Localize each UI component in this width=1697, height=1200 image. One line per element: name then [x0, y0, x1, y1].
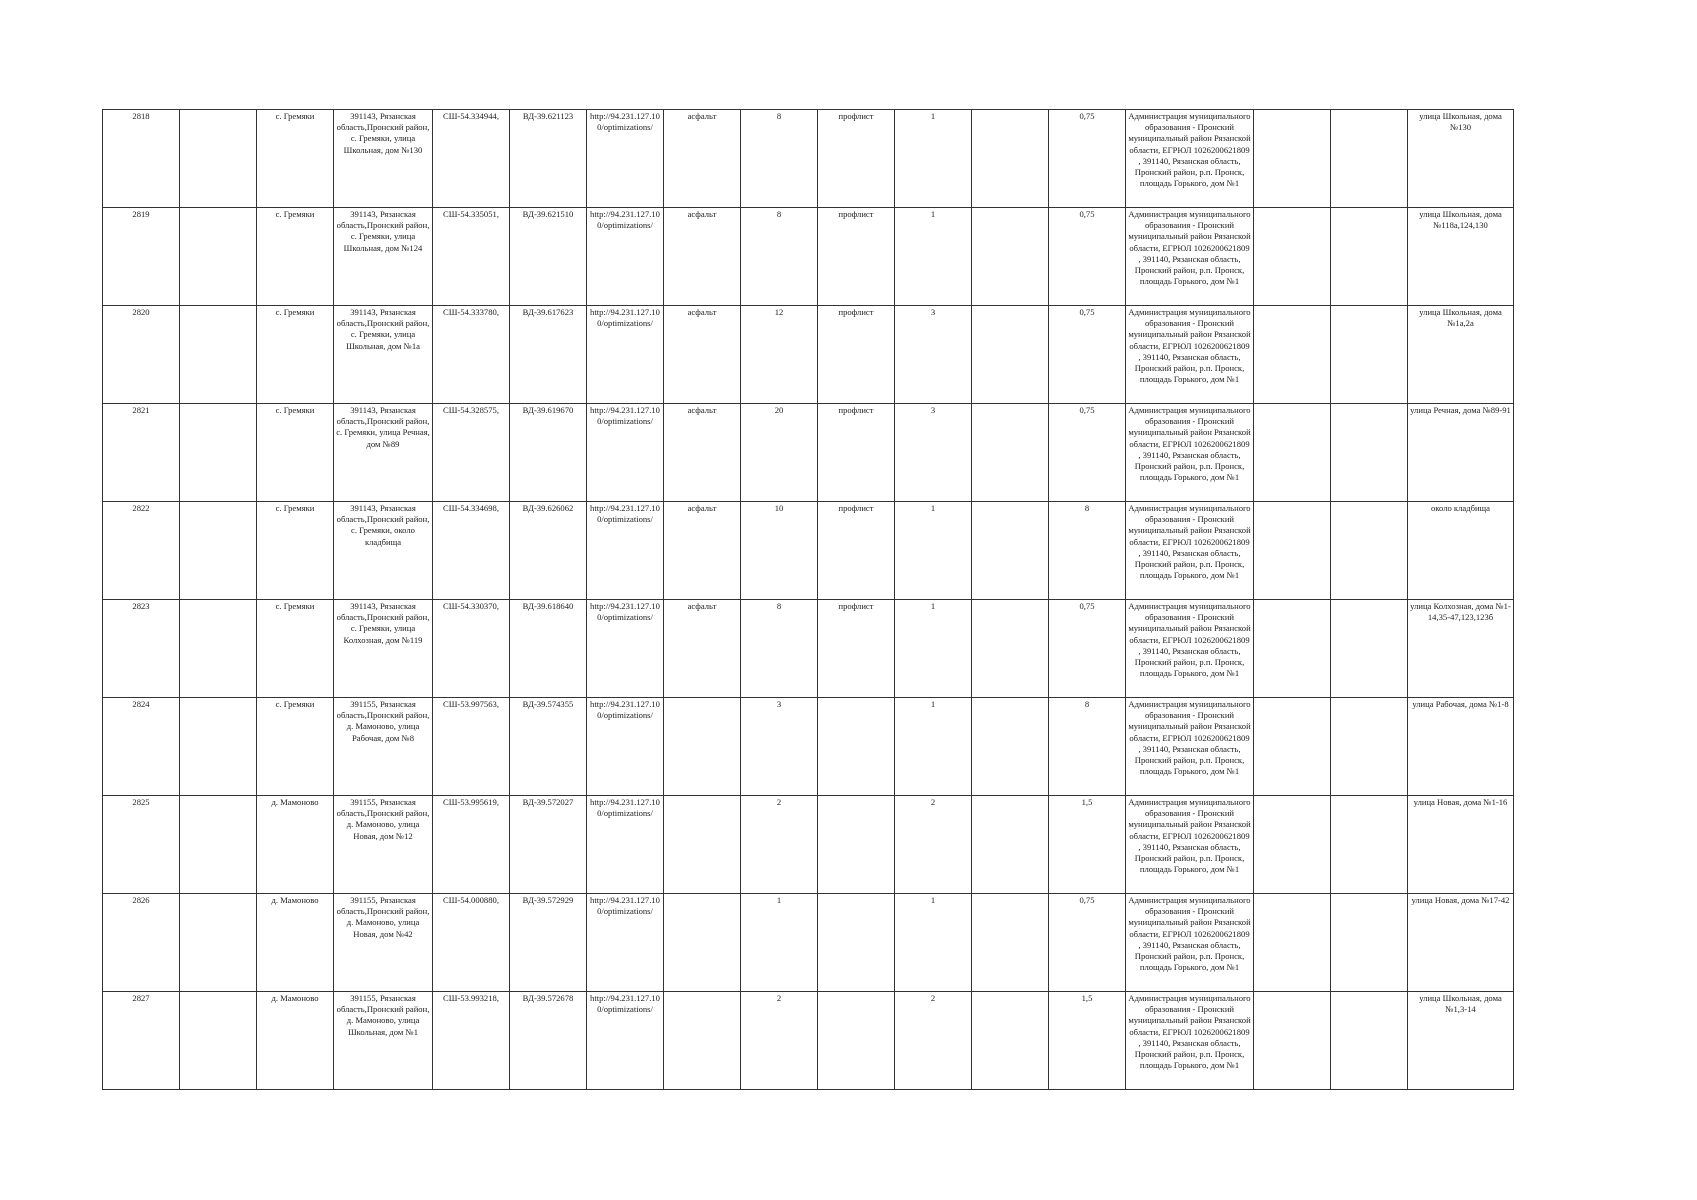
table-row — [103, 208, 1514, 306]
settlement-cell: с. Гремяки — [257, 502, 334, 600]
latitude-cell: СШ-54.328575, — [433, 404, 510, 502]
area-cell: 10 — [741, 502, 818, 600]
fence-cell — [818, 992, 895, 1090]
registry-table-body — [103, 110, 1514, 1090]
latitude-cell: СШ-54.334944, — [433, 110, 510, 208]
container-volume-cell: 0,75 — [1049, 306, 1126, 404]
empty-cell — [180, 698, 257, 796]
empty-cell — [180, 306, 257, 404]
area-cell: 8 — [741, 600, 818, 698]
empty-cell — [180, 600, 257, 698]
map-link-cell: http://94.231.127.10 0/optimizations/ — [587, 698, 664, 796]
area-cell: 1 — [741, 894, 818, 992]
container-count-cell: 2 — [895, 992, 972, 1090]
empty-cell — [180, 208, 257, 306]
container-volume-cell: 1,5 — [1049, 992, 1126, 1090]
map-link-cell: http://94.231.127.10 0/optimizations/ — [587, 600, 664, 698]
address-cell: 391143, Рязанская область,Пронский район, с. Гремяки, улица Школьная, дом №124 — [334, 208, 433, 306]
container-count-cell: 3 — [895, 404, 972, 502]
table-row — [103, 796, 1514, 894]
settlement-cell: с. Гремяки — [257, 404, 334, 502]
longitude-cell: ВД-39.572929 — [510, 894, 587, 992]
waste-sources-cell: улица Школьная, дома №1а,2а — [1408, 306, 1514, 404]
address-cell: 391155, Рязанская область,Пронский район, д. Мамоново, улица Школьная, дом №1 — [334, 992, 433, 1090]
address-cell: 391143, Рязанская область,Пронский район, с. Гремяки, улица Речная, дом №89 — [334, 404, 433, 502]
registry-table — [102, 109, 1514, 1090]
map-link-cell: http://94.231.127.10 0/optimizations/ — [587, 306, 664, 404]
empty-cell — [1254, 306, 1331, 404]
surface-cell: асфальт — [664, 110, 741, 208]
row-number-cell: 2821 — [103, 404, 180, 502]
area-cell: 12 — [741, 306, 818, 404]
container-volume-cell: 0,75 — [1049, 404, 1126, 502]
fence-cell: профлист — [818, 404, 895, 502]
empty-cell — [1254, 698, 1331, 796]
waste-sources-cell: около кладбища — [1408, 502, 1514, 600]
table-row — [103, 992, 1514, 1090]
longitude-cell: ВД-39.572678 — [510, 992, 587, 1090]
row-number-cell: 2823 — [103, 600, 180, 698]
container-volume-cell: 8 — [1049, 698, 1126, 796]
row-number-cell: 2822 — [103, 502, 180, 600]
empty-cell — [972, 992, 1049, 1090]
empty-cell — [1331, 600, 1408, 698]
area-cell: 20 — [741, 404, 818, 502]
latitude-cell: СШ-53.993218, — [433, 992, 510, 1090]
container-volume-cell: 0,75 — [1049, 208, 1126, 306]
fence-cell — [818, 894, 895, 992]
surface-cell: асфальт — [664, 306, 741, 404]
address-cell: 391155, Рязанская область,Пронский район, д. Мамоново, улица Новая, дом №12 — [334, 796, 433, 894]
owner-cell: Администрация муниципального образования - Пронский муниципальный район Рязанской области, ЕГРЮЛ 1026200621809 , 391140, Рязанская область, Пронский район, р.п. Пронск, площадь Горького, дом №1 — [1126, 992, 1254, 1090]
row-number-cell: 2827 — [103, 992, 180, 1090]
container-count-cell: 1 — [895, 698, 972, 796]
empty-cell — [1254, 404, 1331, 502]
empty-cell — [1331, 992, 1408, 1090]
table-row — [103, 502, 1514, 600]
table-row — [103, 698, 1514, 796]
empty-cell — [1331, 894, 1408, 992]
longitude-cell: ВД-39.619670 — [510, 404, 587, 502]
longitude-cell: ВД-39.574355 — [510, 698, 587, 796]
empty-cell — [1254, 502, 1331, 600]
empty-cell — [972, 306, 1049, 404]
empty-cell — [180, 992, 257, 1090]
container-count-cell: 1 — [895, 502, 972, 600]
latitude-cell: СШ-54.330370, — [433, 600, 510, 698]
waste-sources-cell: улица Новая, дома №1-16 — [1408, 796, 1514, 894]
row-number-cell: 2818 — [103, 110, 180, 208]
fence-cell: профлист — [818, 110, 895, 208]
map-link-cell: http://94.231.127.10 0/optimizations/ — [587, 404, 664, 502]
empty-cell — [1331, 698, 1408, 796]
container-count-cell: 1 — [895, 110, 972, 208]
fence-cell: профлист — [818, 600, 895, 698]
surface-cell — [664, 992, 741, 1090]
settlement-cell: с. Гремяки — [257, 600, 334, 698]
area-cell: 2 — [741, 992, 818, 1090]
container-count-cell: 1 — [895, 600, 972, 698]
table-row — [103, 306, 1514, 404]
empty-cell — [1254, 894, 1331, 992]
fence-cell — [818, 698, 895, 796]
fence-cell: профлист — [818, 502, 895, 600]
area-cell: 3 — [741, 698, 818, 796]
empty-cell — [1331, 404, 1408, 502]
container-volume-cell: 0,75 — [1049, 894, 1126, 992]
surface-cell — [664, 894, 741, 992]
surface-cell: асфальт — [664, 208, 741, 306]
longitude-cell: ВД-39.617623 — [510, 306, 587, 404]
empty-cell — [1331, 110, 1408, 208]
empty-cell — [180, 796, 257, 894]
latitude-cell: СШ-53.997563, — [433, 698, 510, 796]
area-cell: 8 — [741, 110, 818, 208]
empty-cell — [972, 110, 1049, 208]
container-count-cell: 3 — [895, 306, 972, 404]
empty-cell — [972, 502, 1049, 600]
waste-sources-cell: улица Колхозная, дома №1-14,35-47,123,123б — [1408, 600, 1514, 698]
settlement-cell: с. Гремяки — [257, 110, 334, 208]
map-link-cell: http://94.231.127.10 0/optimizations/ — [587, 992, 664, 1090]
settlement-cell: д. Мамоново — [257, 992, 334, 1090]
waste-sources-cell: улица Школьная, дома №130 — [1408, 110, 1514, 208]
owner-cell: Администрация муниципального образования - Пронский муниципальный район Рязанской области, ЕГРЮЛ 1026200621809 , 391140, Рязанская область, Пронский район, р.п. Пронск, площадь Горького, дом №1 — [1126, 796, 1254, 894]
table-row — [103, 404, 1514, 502]
owner-cell: Администрация муниципального образования - Пронский муниципальный район Рязанской области, ЕГРЮЛ 1026200621809 , 391140, Рязанская область, Пронский район, р.п. Пронск, площадь Горького, дом №1 — [1126, 698, 1254, 796]
map-link-cell: http://94.231.127.10 0/optimizations/ — [587, 110, 664, 208]
row-number-cell: 2826 — [103, 894, 180, 992]
address-cell: 391155, Рязанская область,Пронский район, д. Мамоново, улица Новая, дом №42 — [334, 894, 433, 992]
row-number-cell: 2820 — [103, 306, 180, 404]
settlement-cell: с. Гремяки — [257, 208, 334, 306]
empty-cell — [1331, 502, 1408, 600]
latitude-cell: СШ-54.335051, — [433, 208, 510, 306]
empty-cell — [972, 404, 1049, 502]
owner-cell: Администрация муниципального образования - Пронский муниципальный район Рязанской области, ЕГРЮЛ 1026200621809 , 391140, Рязанская область, Пронский район, р.п. Пронск, площадь Горького, дом №1 — [1126, 600, 1254, 698]
container-count-cell: 2 — [895, 796, 972, 894]
latitude-cell: СШ-54.334698, — [433, 502, 510, 600]
settlement-cell: с. Гремяки — [257, 698, 334, 796]
container-volume-cell: 0,75 — [1049, 600, 1126, 698]
area-cell: 2 — [741, 796, 818, 894]
empty-cell — [1254, 600, 1331, 698]
fence-cell — [818, 796, 895, 894]
empty-cell — [1331, 306, 1408, 404]
empty-cell — [180, 110, 257, 208]
empty-cell — [972, 796, 1049, 894]
owner-cell: Администрация муниципального образования - Пронский муниципальный район Рязанской области, ЕГРЮЛ 1026200621809 , 391140, Рязанская область, Пронский район, р.п. Пронск, площадь Горького, дом №1 — [1126, 404, 1254, 502]
row-number-cell: 2819 — [103, 208, 180, 306]
empty-cell — [972, 698, 1049, 796]
fence-cell: профлист — [818, 306, 895, 404]
map-link-cell: http://94.231.127.10 0/optimizations/ — [587, 502, 664, 600]
address-cell: 391155, Рязанская область,Пронский район, д. Мамоново, улица Рабочая, дом №8 — [334, 698, 433, 796]
container-count-cell: 1 — [895, 894, 972, 992]
owner-cell: Администрация муниципального образования - Пронский муниципальный район Рязанской области, ЕГРЮЛ 1026200621809 , 391140, Рязанская область, Пронский район, р.п. Пронск, площадь Горького, дом №1 — [1126, 894, 1254, 992]
settlement-cell: с. Гремяки — [257, 306, 334, 404]
owner-cell: Администрация муниципального образования - Пронский муниципальный район Рязанской области, ЕГРЮЛ 1026200621809 , 391140, Рязанская область, Пронский район, р.п. Пронск, площадь Горького, дом №1 — [1126, 208, 1254, 306]
table-row — [103, 894, 1514, 992]
latitude-cell: СШ-54.333780, — [433, 306, 510, 404]
fence-cell: профлист — [818, 208, 895, 306]
container-volume-cell: 8 — [1049, 502, 1126, 600]
owner-cell: Администрация муниципального образования - Пронский муниципальный район Рязанской области, ЕГРЮЛ 1026200621809 , 391140, Рязанская область, Пронский район, р.п. Пронск, площадь Горького, дом №1 — [1126, 502, 1254, 600]
surface-cell — [664, 698, 741, 796]
empty-cell — [972, 208, 1049, 306]
table-row — [103, 110, 1514, 208]
container-count-cell: 1 — [895, 208, 972, 306]
empty-cell — [180, 502, 257, 600]
settlement-cell: д. Мамоново — [257, 796, 334, 894]
empty-cell — [180, 894, 257, 992]
address-cell: 391143, Рязанская область,Пронский район, с. Гремяки, улица Школьная, дом №130 — [334, 110, 433, 208]
empty-cell — [1254, 796, 1331, 894]
empty-cell — [180, 404, 257, 502]
map-link-cell: http://94.231.127.10 0/optimizations/ — [587, 796, 664, 894]
longitude-cell: ВД-39.621123 — [510, 110, 587, 208]
latitude-cell: СШ-53.995619, — [433, 796, 510, 894]
waste-sources-cell: улица Рабочая, дома №1-8 — [1408, 698, 1514, 796]
owner-cell: Администрация муниципального образования - Пронский муниципальный район Рязанской области, ЕГРЮЛ 1026200621809 , 391140, Рязанская область, Пронский район, р.п. Пронск, площадь Горького, дом №1 — [1126, 110, 1254, 208]
surface-cell: асфальт — [664, 600, 741, 698]
surface-cell — [664, 796, 741, 894]
area-cell: 8 — [741, 208, 818, 306]
waste-sources-cell: улица Новая, дома №17-42 — [1408, 894, 1514, 992]
latitude-cell: СШ-54.000880, — [433, 894, 510, 992]
empty-cell — [972, 894, 1049, 992]
longitude-cell: ВД-39.618640 — [510, 600, 587, 698]
address-cell: 391143, Рязанская область,Пронский район, с. Гремяки, улица Школьная, дом №1а — [334, 306, 433, 404]
empty-cell — [1254, 208, 1331, 306]
longitude-cell: ВД-39.626062 — [510, 502, 587, 600]
empty-cell — [972, 600, 1049, 698]
map-link-cell: http://94.231.127.10 0/optimizations/ — [587, 208, 664, 306]
settlement-cell: д. Мамоново — [257, 894, 334, 992]
owner-cell: Администрация муниципального образования - Пронский муниципальный район Рязанской области, ЕГРЮЛ 1026200621809 , 391140, Рязанская область, Пронский район, р.п. Пронск, площадь Горького, дом №1 — [1126, 306, 1254, 404]
waste-sources-cell: улица Речная, дома №89-91 — [1408, 404, 1514, 502]
address-cell: 391143, Рязанская область,Пронский район, с. Гремяки, улица Колхозная, дом №119 — [334, 600, 433, 698]
container-volume-cell: 1,5 — [1049, 796, 1126, 894]
map-link-cell: http://94.231.127.10 0/optimizations/ — [587, 894, 664, 992]
row-number-cell: 2824 — [103, 698, 180, 796]
address-cell: 391143, Рязанская область,Пронский район, с. Гремяки, около кладбища — [334, 502, 433, 600]
empty-cell — [1254, 110, 1331, 208]
longitude-cell: ВД-39.621510 — [510, 208, 587, 306]
row-number-cell: 2825 — [103, 796, 180, 894]
container-volume-cell: 0,75 — [1049, 110, 1126, 208]
table-row — [103, 600, 1514, 698]
waste-sources-cell: улица Школьная, дома №118а,124,130 — [1408, 208, 1514, 306]
surface-cell: асфальт — [664, 404, 741, 502]
surface-cell: асфальт — [664, 502, 741, 600]
waste-sources-cell: улица Школьная, дома №1,3-14 — [1408, 992, 1514, 1090]
empty-cell — [1331, 796, 1408, 894]
empty-cell — [1331, 208, 1408, 306]
longitude-cell: ВД-39.572027 — [510, 796, 587, 894]
empty-cell — [1254, 992, 1331, 1090]
